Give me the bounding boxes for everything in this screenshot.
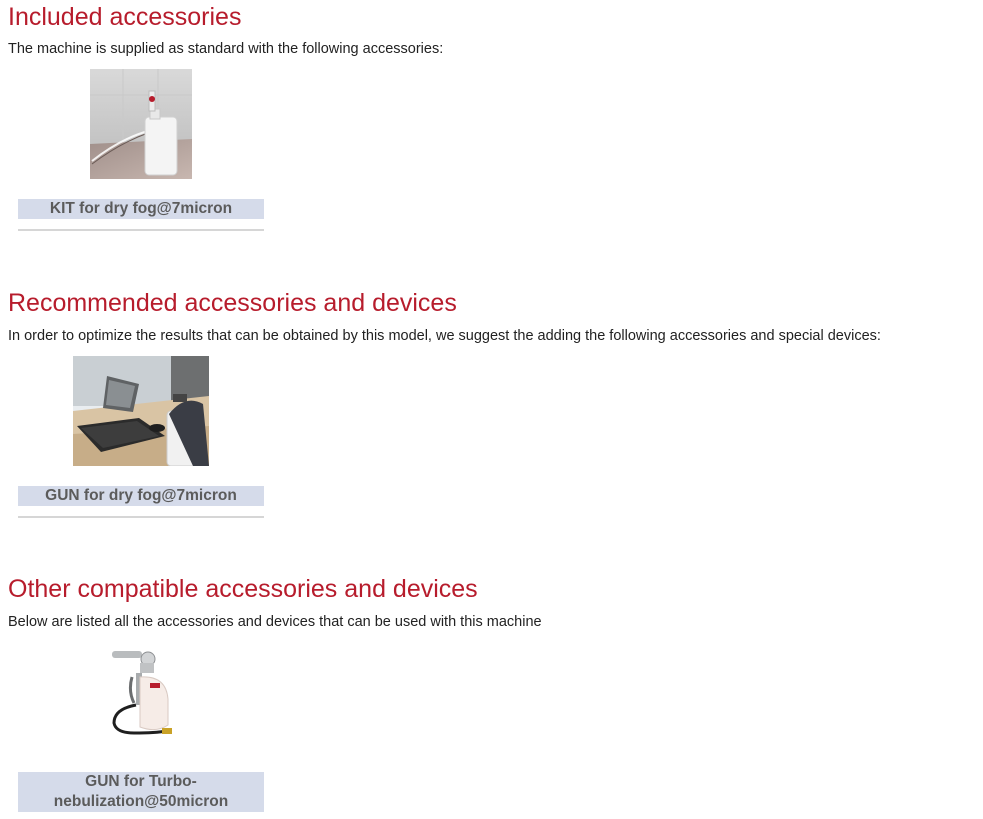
section-title-recommended: Recommended accessories and devices: [8, 289, 457, 317]
fog-kit-canister-image: [90, 69, 192, 179]
section-title-other: Other compatible accessories and devices: [8, 575, 478, 603]
card-divider: [18, 229, 264, 231]
accessory-card-gun-turbo[interactable]: [18, 641, 264, 813]
accessory-card-gun-dry-fog[interactable]: [18, 355, 264, 519]
section-description-other: Below are listed all the accessories and devices that can be used with this machine: [8, 614, 542, 630]
turbo-nebulization-gun-image: [106, 647, 178, 741]
dry-fog-gun-office-image: [73, 356, 209, 466]
section-description-recommended: In order to optimize the results that can be obtained by this model, we suggest the adding the following accessories and special devices:: [8, 328, 881, 344]
gun-turbo-label[interactable]: GUN for Turbo-nebulization@50micron: [18, 772, 264, 812]
kit-dry-fog-label[interactable]: KIT for dry fog@7micron: [18, 199, 264, 219]
card-divider: [18, 516, 264, 518]
gun-dry-fog-image[interactable]: [73, 356, 209, 466]
gun-turbo-image[interactable]: [106, 647, 178, 741]
kit-dry-fog-image[interactable]: [90, 69, 192, 179]
section-description-included: The machine is supplied as standard with the following accessories:: [8, 41, 444, 57]
section-title-included: Included accessories: [8, 3, 242, 31]
accessory-card-kit-dry-fog[interactable]: [18, 68, 264, 232]
gun-dry-fog-label[interactable]: GUN for dry fog@7micron: [18, 486, 264, 506]
